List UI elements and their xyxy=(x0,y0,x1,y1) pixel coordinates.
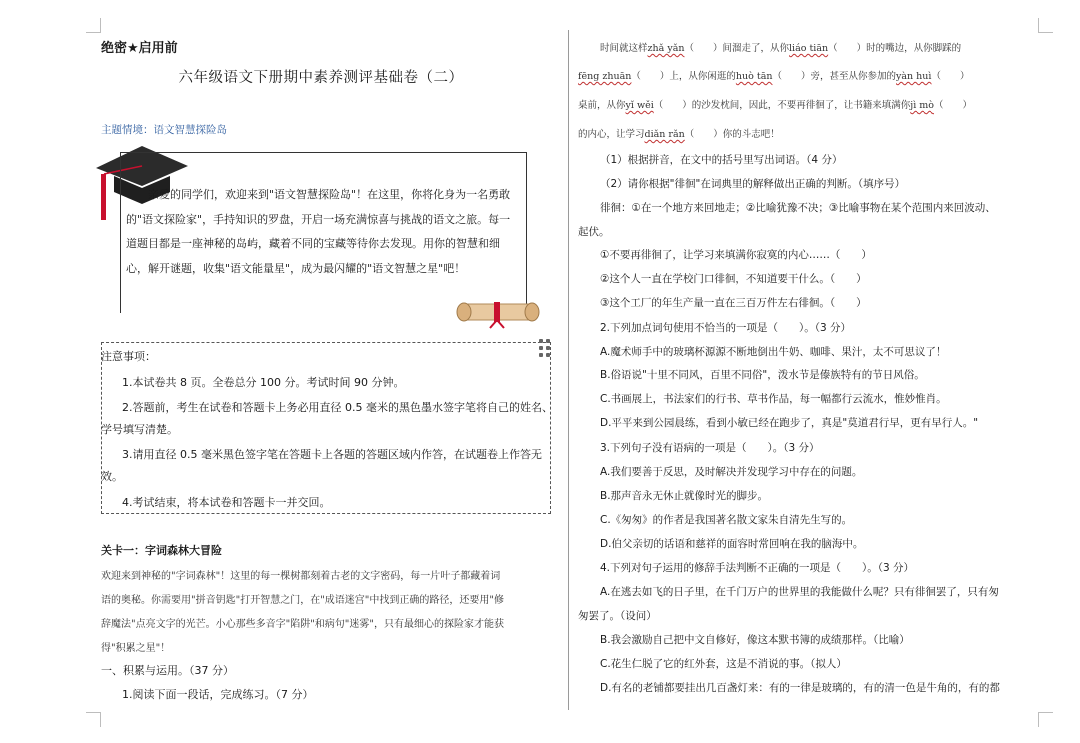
option: B.我会激励自己把中文自修好，像这本默书簿的成绩那样。（比喻） xyxy=(600,634,910,646)
option: A.我们要善于反思，及时解决并发现学习中存在的问题。 xyxy=(600,466,863,478)
page-corner-mark xyxy=(86,712,101,727)
notice-item: 2.答题前，考生在试卷和答题卡上务必用直径 0.5 毫米的黑色墨水签字笔将自己的姓名、 xyxy=(122,401,553,414)
option: C.书画展上，书法家们的行书、草书作品，每一幅都行云流水，惟妙惟肖。 xyxy=(600,393,947,405)
section-heading: 一、积累与运用。（37 分） xyxy=(101,664,234,677)
option: C.花生仁脱了它的红外套，这是不消说的事。（拟人） xyxy=(600,658,847,670)
definition: 起伏。 xyxy=(578,226,610,238)
option: C.《匆匆》的作者是我国著名散文家朱自清先生写的。 xyxy=(600,514,853,526)
page-corner-mark xyxy=(86,18,101,33)
judgement-item: ②这个人一直在学校门口徘徊，不知道要干什么。（ ） xyxy=(600,273,867,285)
page-title: 六年级语文下册期中素养测评基础卷（二） xyxy=(178,70,464,86)
notice-item: 3.请用直径 0.5 毫米黑色签字笔在答题卡上各题的答题区域内作答，在试题卷上作答无 xyxy=(122,448,542,461)
option: 匆罢了。（设问） xyxy=(578,610,657,622)
secret-label: 绝密★启用前 xyxy=(101,41,178,56)
question-1: 1.阅读下面一段话，完成练习。（7 分） xyxy=(122,688,314,701)
definition: 徘徊：①在一个地方来回地走；②比喻犹豫不决；③比喻事物在某个范围内来回波动、 xyxy=(600,202,996,214)
notice-item: 学号填写清楚。 xyxy=(101,423,178,436)
level-intro: 辞魔法"点亮文字的光芒。小心那些多音字"陷阱"和病句"迷雾"，只有最细心的探险家才能获 xyxy=(101,619,504,630)
story-paragraph-box xyxy=(126,183,521,281)
level-intro: 欢迎来到神秘的"字词森林"！这里的每一棵树都刻着古老的文字密码，每一片叶子都藏着词 xyxy=(101,571,501,582)
page-corner-mark xyxy=(1038,18,1053,33)
passage-line: 时间就这样zhǎ yǎn（ ）间溜走了，从你liáo tiān（ ）时的嘴边，从你脚踩的 xyxy=(600,43,962,54)
option: D.有名的老铺都要挂出几百盏灯来：有的一律是玻璃的，有的清一色是牛角的，有的都 xyxy=(600,682,1000,694)
sub-question: （1）根据拼音，在文中的括号里写出词语。（4 分） xyxy=(600,154,843,166)
theme-label: 主题情境：语文智慧探险岛 xyxy=(101,124,227,136)
drag-handle-icon[interactable] xyxy=(538,338,552,360)
story-paragraph: 亲爱的同学们，欢迎来到"语文智慧探险岛"！在这里，你将化身为一名勇敢的"语文探险家"，手持知识的罗盘，开启一场充满惊喜与挑战的语文之旅。每一道题目都是一座神秘的岛屿，藏着不同的宝藏等待你去发现。用你的智慧和细心，解开谜题，收集"语文能量星"，成为最闪耀的"语文智慧之星"吧！ xyxy=(126,188,511,275)
notice-item: 效。 xyxy=(101,470,123,483)
option: A.魔术师手中的玻璃杯源源不断地倒出牛奶、咖啡、果汁，太不可思议了！ xyxy=(600,346,947,358)
page-corner-mark xyxy=(1038,712,1053,727)
question-2: 2.下列加点词句使用不恰当的一项是（ ）。（3 分） xyxy=(600,322,852,334)
notice-item: 1.本试卷共 8 页。全卷总分 100 分。考试时间 90 分钟。 xyxy=(122,376,405,389)
option: D.平平来到公园晨练，看到小敏已经在跑步了，真是"莫道君行早，更有早行人。" xyxy=(600,417,979,429)
option: B.那声音永无休止就像时光的脚步。 xyxy=(600,490,769,502)
option: D.伯父亲切的话语和慈祥的面容时常回响在我的脑海中。 xyxy=(600,538,864,550)
option: B.俗语说"十里不同风，百里不同俗"，泼水节是傣族特有的节日风俗。 xyxy=(600,369,925,381)
sub-question: （2）请你根据"徘徊"在词典里的解释做出正确的判断。（填序号） xyxy=(600,178,906,190)
diploma-scroll-icon xyxy=(452,294,544,330)
level-title: 关卡一：字词森林大冒险 xyxy=(101,544,222,557)
question-4: 4.下列对句子运用的修辞手法判断不正确的一项是（ ）。（3 分） xyxy=(600,562,915,574)
passage-line: 的内心，让学习diǎn rǎn（ ）你的斗志吧！ xyxy=(578,129,780,140)
question-3: 3.下列句子没有语病的一项是（ ）。（3 分） xyxy=(600,442,820,454)
level-intro: 语的奥秘。你需要用"拼音钥匙"打开智慧之门，在"成语迷宫"中找到正确的路径，还要用"修 xyxy=(101,595,504,606)
level-intro: 得"积累之星"！ xyxy=(101,643,171,654)
option: A.在逃去如飞的日子里，在千门万户的世界里的我能做什么呢？只有徘徊罢了，只有匆 xyxy=(600,586,999,598)
passage-line: fēng zhuān（ ）上，从你闲逛的huò tān（ ）旁，甚至从你参加的yàn huì（ ） xyxy=(578,71,970,82)
notice-title: 注意事项： xyxy=(101,350,156,363)
column-divider xyxy=(568,30,569,710)
notice-item: 4.考试结束，将本试卷和答题卡一并交回。 xyxy=(122,496,331,509)
judgement-item: ③这个工厂的年生产量一直在三百万件左右徘徊。（ ） xyxy=(600,297,867,309)
judgement-item: ①不要再徘徊了，让学习来填满你寂寞的内心……（ ） xyxy=(600,249,872,261)
passage-line: 桌前，从你yǐ wěi（ ）的沙发枕间，因此，不要再徘徊了，让书籍来填满你jì mò（ ） xyxy=(578,100,972,111)
